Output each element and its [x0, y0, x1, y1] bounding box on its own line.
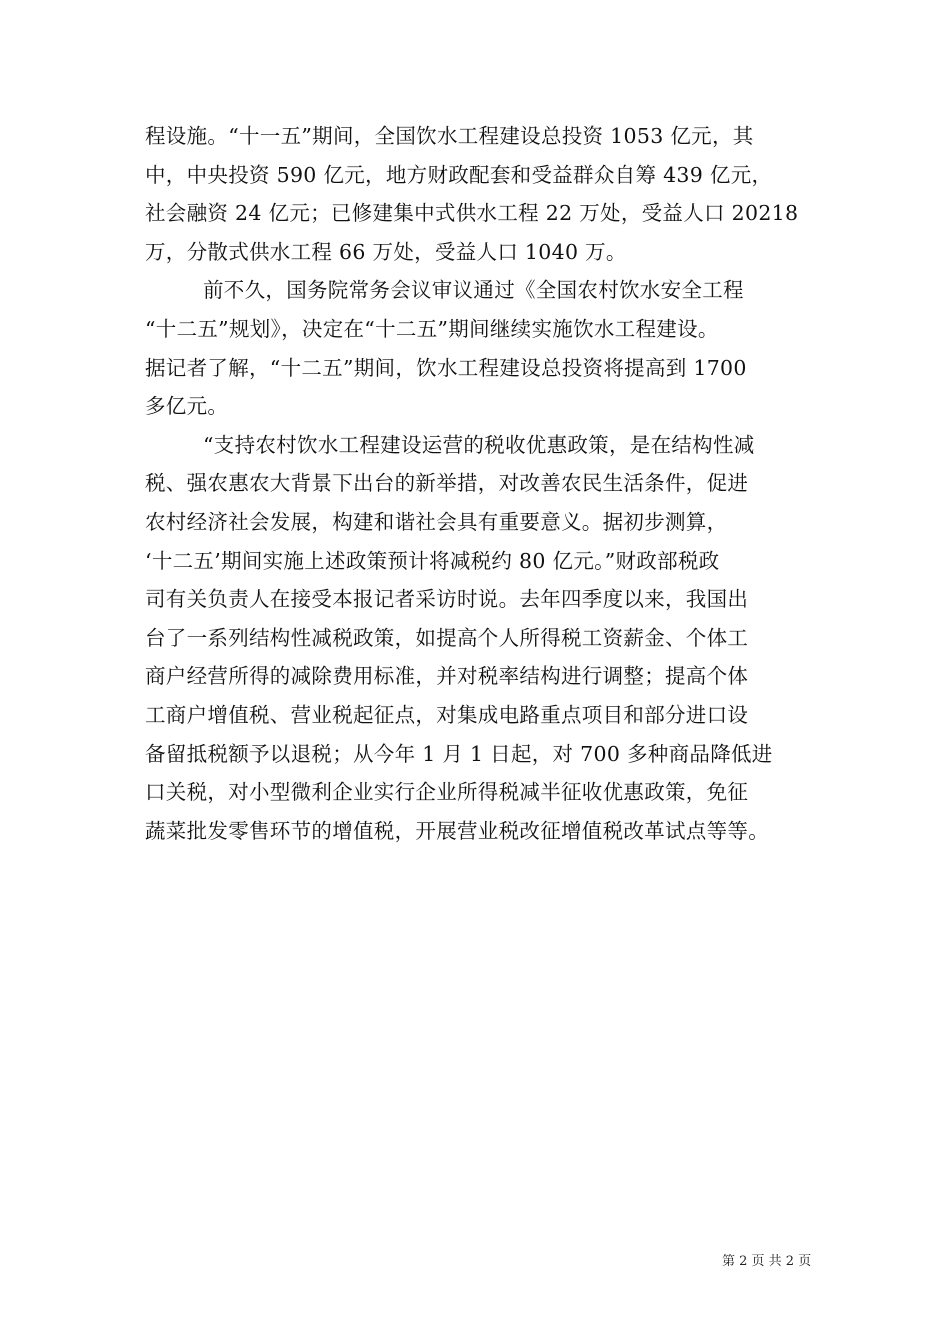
body-line: 工商户增值税、营业税起征点，对集成电路重点项目和部分进口设 — [145, 702, 749, 727]
body-line: 台了一系列结构性减税政策，如提高个人所得税工资薪金、个体工 — [145, 625, 749, 650]
body-line: ‘十二五’期间实施上述政策预计将减税约 80 亿元。”财政部税政 — [145, 548, 720, 573]
body-line: 商户经营所得的减除费用标准，并对税率结构进行调整；提高个体 — [145, 664, 749, 689]
body-line: “十二五”规划》，决定在“十二五”期间继续实施饮水工程建设。 — [145, 316, 719, 341]
body-line: 备留抵税额予以退税；从今年 1 月 1 日起，对 700 多种商品降低进 — [145, 741, 773, 766]
body-line: 口关税，对小型微利企业实行企业所得税减半征收优惠政策，免征 — [145, 780, 749, 805]
page-number-footer: 第 2 页 共 2 页 — [722, 1254, 812, 1269]
article-body — [145, 117, 813, 850]
body-line: 农村经济社会发展，构建和谐社会具有重要意义。据初步测算， — [145, 509, 728, 534]
paragraph-start-line: 前不久，国务院常务会议审议通过《全国农村饮水安全工程 — [203, 278, 744, 303]
body-line: 万，分散式供水工程 66 万处，受益人口 1040 万。 — [145, 239, 627, 264]
body-line: 程设施。“十一五”期间，全国饮水工程建设总投资 1053 亿元，其 — [145, 124, 754, 148]
paragraph-start-line: “支持农村饮水工程建设运营的税收优惠政策，是在结构性减 — [203, 432, 755, 457]
body-line: 据记者了解，“十二五”期间，饮水工程建设总投资将提高到 1700 — [145, 355, 747, 380]
body-line: 多亿元。 — [145, 394, 229, 419]
body-line: 社会融资 24 亿元；已修建集中式供水工程 22 万处，受益人口 20218 — [145, 201, 799, 226]
body-line: 司有关负责人在接受本报记者采访时说。去年四季度以来，我国出 — [145, 587, 749, 612]
body-line: 税、强农惠农大背景下出台的新举措，对改善农民生活条件，促进 — [145, 471, 749, 496]
body-line: 中，中央投资 590 亿元，地方财政配套和受益群众自筹 439 亿元， — [145, 162, 773, 187]
body-line: 蔬菜批发零售环节的增值税，开展营业税改征增值税改革试点等等。 — [145, 818, 769, 843]
